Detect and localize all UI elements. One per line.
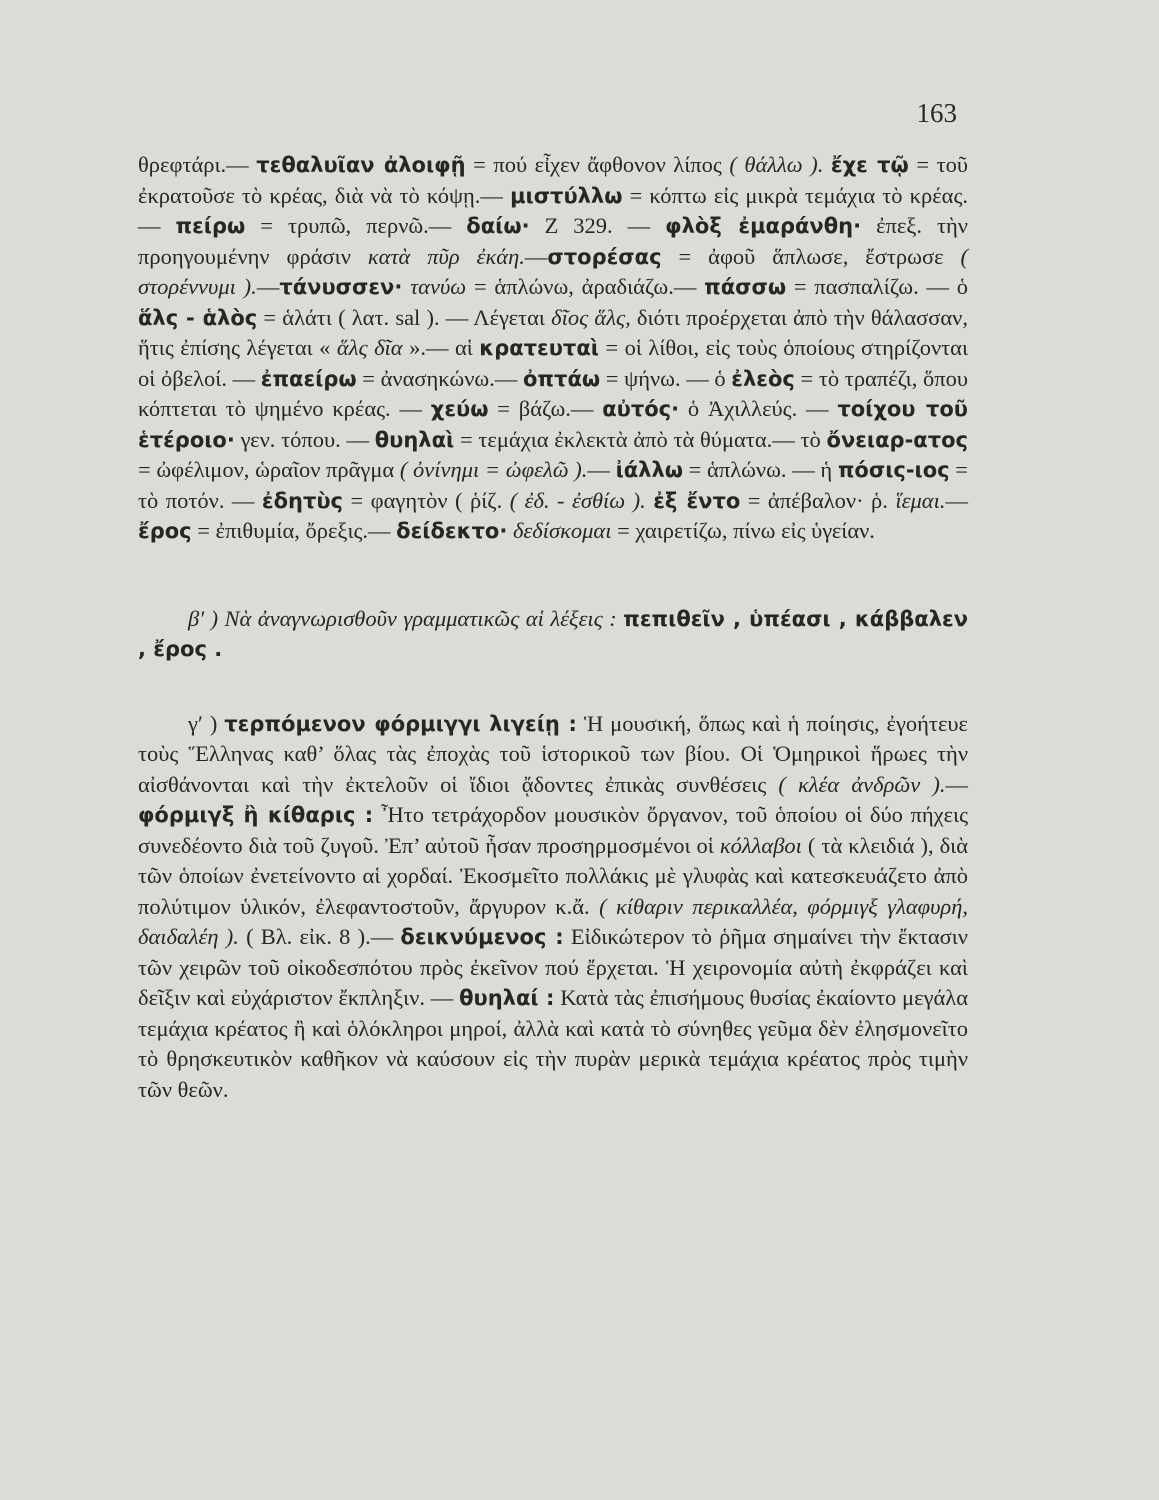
italic-text: β′ ) Νὰ ἀναγνωρισθοῦν γραμματικῶς αἱ λέξεις : (188, 605, 624, 631)
grammar-exercise-paragraph (138, 604, 968, 665)
headword: πείρω (175, 214, 246, 238)
text-run: = φαγητὸν ( ῥίζ. (343, 487, 510, 513)
headword: μιστύλλω (510, 183, 623, 208)
text-run: θρεφτάρι.— (138, 152, 257, 177)
headword: δείδεκτο· (396, 519, 508, 543)
headword: ἐδητὺς (261, 488, 343, 513)
text-run (823, 152, 831, 177)
text-run: = τὸ τραπέζι, ὅπου κόπτεται τὸ ψημένο κρέας. — (138, 365, 968, 421)
italic-text: κόλλαβοι (719, 832, 802, 858)
page-number: 163 (916, 98, 957, 128)
italic-text: ( κλέα ἀνδρῶν ). (778, 771, 946, 797)
italic-text: δεδίσκομαι (512, 518, 612, 543)
headword: αὐτός· (602, 397, 680, 421)
text-run: = χαιρετίζω, πίνω εἰς ὑγείαν. (611, 518, 875, 543)
glossary-paragraph (138, 150, 968, 547)
text-run: ἐπεξ. τὴν προηγουμένην φράσιν (138, 213, 968, 269)
headword: ἐλεὸς (731, 366, 795, 391)
text-run (402, 274, 410, 299)
text-run: = τοῦ ἐκρατοῦσε τὸ κρέας, διὰ νὰ τὸ κόψῃ.— (138, 152, 968, 208)
headword: δεικνύμενος : (400, 925, 564, 949)
italic-text: κατὰ πῦρ ἐκάη. (367, 243, 525, 269)
text-run: — (524, 243, 548, 269)
text-run: Ἦτο τετράχορδον μουσικὸν ὄργανον, τοῦ ὁποίου οἱ δύο πήχεις συνεδέοντο διὰ τοῦ ζυγοῦ. Ἐπ’ αὐτοῦ ἦσαν προσηρμοσμένοι οἱ (138, 802, 968, 858)
italic-text: ( ἐδ. - ἐσθίω ). (509, 487, 646, 513)
text-run: = ἁπλώνω. — ἡ (683, 457, 838, 482)
text-run: γ′ ) (188, 710, 225, 736)
text-run: = τεμάχια ἐκλεκτὰ ἀπὸ τὰ θύματα.— τὸ (454, 426, 827, 452)
text-run: Ἡ μουσική, ὅπως καὶ ἡ ποίησις, ἐγοήτευε τοὺς Ἕλληνας καθ’ ὅλας τὰς ἐποχὰς τοῦ ἱστορικοῦ των βίου. Οἱ Ὁμηρικοὶ ἥρωες τὴν αἰσθάνονται καὶ τὴν ἐκτελοῦν οἱ ἴδιοι ᾄδοντες ἐπικὰς συνθέσεις (138, 710, 968, 797)
headword: ὄνειαρ-ατος (826, 427, 968, 452)
headword: πάσσω (704, 275, 787, 299)
text-run: = ἁλάτι ( λατ. sal ). — Λέγεται (257, 304, 552, 330)
text-run: = πού εἶχεν ἄφθονον λίπος (465, 152, 730, 177)
italic-text: ( ὀνίνημι = ὠφελῶ ). (399, 457, 588, 482)
headword: ἐπαείρω (260, 366, 357, 391)
text-run: — (945, 771, 968, 797)
text-run: = ἀνασηκώνω.— (356, 365, 523, 391)
text-run: = ἐπιθυμία, ὄρεξις.— (191, 518, 397, 543)
text-run: ( Βλ. εἰκ. 8 ).— (238, 924, 401, 949)
text-run: γεν. τόπου. — (234, 426, 375, 452)
headword: ὀπτάω (523, 366, 601, 391)
headword: ἔρος (138, 519, 192, 543)
text-run: = βάζω.— (488, 396, 603, 421)
text-run: — (587, 457, 616, 482)
headword: δαίω· (466, 214, 530, 238)
text-run: — (256, 274, 280, 299)
text-run: = ἀπέβαλον· ῥ. (740, 487, 896, 513)
headword: ἐξ ἔντο (653, 488, 741, 513)
headword: τοίχου τοῦ ἑτέροιο· (138, 397, 968, 452)
text-run: = ὠφέλιμον, ὡραῖον πρᾶγμα (138, 457, 400, 482)
headword: ἅλς - ἁλὸς (138, 305, 258, 330)
text-run: = ἁπλώνω, ἀραδιάζω.— (466, 274, 705, 299)
text-run: ( τὰ κλειδιά ), διὰ τῶν ὁποίων ἐνετείνοντο αἱ χορδαί. Ἐκοσμεῖτο πολλάκις μὲ γλυφὰς καὶ κατεσκευάζετο ἀπὸ πολύτιμον ὑλικόν, ἐλεφαντοστοῦν, ἄργυρον κ.ἄ. (138, 832, 969, 919)
music-commentary-paragraph (138, 709, 968, 1106)
headword: τεθαλυῖαν ἀλοιφῇ (256, 153, 466, 177)
headword: πόσις-ιος (837, 458, 950, 482)
headword: πεπιθεῖν , ὑπέασι , κάββαλεν , ἔρος . (138, 606, 968, 661)
headword: τερπόμενον φόρμιγγι λιγείῃ : (224, 711, 577, 736)
text-run: = ψήνω. — ὁ (600, 365, 732, 391)
text-run: = κόπτω εἰς μικρὰ τεμάχια τὸ κρέας.— (138, 182, 968, 238)
headword: τάνυσσεν· (279, 275, 403, 299)
text-run: Εἰδικώτερον τὸ ῥῆμα σημαίνει τὴν ἔκτασιν τῶν χειρῶν τοῦ οἰκοδεσπότου πρὸς ἐκεῖνον πού ἔρχεται. Ἡ χειρονομία αὐτὴ ἐκφράζει καὶ δεῖξιν καὶ εὐχάριστον ἔκπληξιν. — (138, 924, 968, 1010)
text-run: = πασπαλίζω. — ὁ (786, 274, 969, 299)
text-run: = τὸ ποτόν. — (138, 457, 968, 513)
text-run: Κατὰ τὰς ἐπισήμους θυσίας ἐκαίοντο μεγάλα τεμάχια κρέατος ἢ καὶ ὁλόκληροι μηροί, ἀλλὰ καὶ κατὰ τὸ σύνηθες γεῦμα δὲν ἐλησμονεῖτο τὸ θρησκευτικὸν καθῆκον νὰ καύσουν εἰς τὴν πυρὰν μερικὰ τεμάχια κρέατος πρὸς τιμὴν τῶν θεῶν. (138, 985, 969, 1102)
text-run: = τρυπῶ, περνῶ.— (245, 213, 467, 238)
italic-text: δῖος ἅλς, (551, 304, 631, 330)
italic-text: ( κίθαριν περικαλλέα, φόρμιγξ γλαφυρή, δαιδαλέη ). (138, 893, 968, 949)
headword: κρατευταὶ (479, 336, 599, 360)
text-run: διότι προέρχεται ἀπὸ τὴν θάλασσαν, ἥτις ἐπίσης λέγεται « (138, 304, 968, 360)
italic-text: ( θάλλω ). (729, 152, 824, 177)
headword: φόρμιγξ ἢ κίθαρις : (138, 803, 374, 827)
commentary-text (138, 150, 968, 1105)
headword: ἰάλλω (615, 458, 684, 482)
headword: στορέσας (547, 244, 662, 269)
text-run: ».— αἱ (402, 335, 480, 360)
text-run: — (945, 487, 968, 513)
headword: φλὸξ ἐμαράνθη· (665, 214, 862, 238)
headword: θυηλαί : (459, 986, 555, 1010)
text-run: = ἀφοῦ ἅπλωσε, ἔστρωσε (661, 243, 961, 269)
headword: θυηλαὶ (374, 427, 455, 452)
text-run: ὁ Ἀχιλλεύς. — (679, 396, 838, 421)
text-run: Ζ 329. — (529, 213, 666, 238)
italic-text: ( στορέννυμι ). (138, 243, 968, 299)
italic-text: ἵεμαι. (895, 487, 946, 513)
headword: χεύω (430, 397, 489, 421)
headword: ἔχε τῷ (830, 153, 909, 177)
italic-text: τανύω (410, 274, 467, 299)
italic-text: ἅλς δῖα (336, 335, 403, 360)
text-run: = οἱ λίθοι, εἰς τοὺς ὁποίους στηρίζονται οἱ ὀβελοί. — (138, 335, 969, 391)
